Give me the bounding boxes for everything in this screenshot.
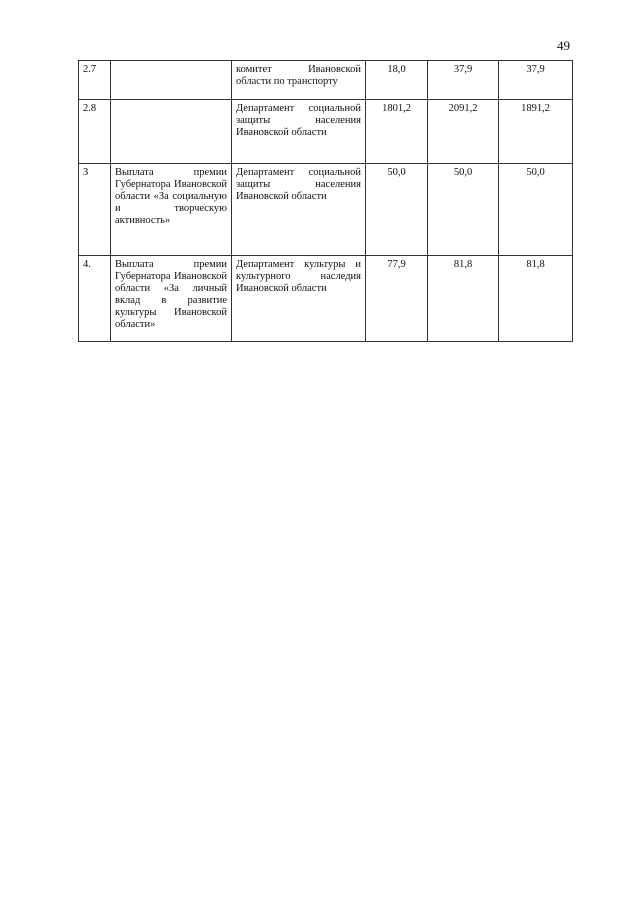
row-value-2: 37,9: [428, 61, 499, 100]
row-number: 2.8: [79, 100, 111, 164]
row-number: 3: [79, 164, 111, 256]
row-value-2: 50,0: [428, 164, 499, 256]
row-name: Выплата премии Губернатора Ивановской области «За личный вклад в развитие культуры Ивановской области»: [111, 256, 232, 342]
row-value-1: 50,0: [366, 164, 428, 256]
row-value-1: 77,9: [366, 256, 428, 342]
table-row: [79, 61, 573, 100]
row-name: [111, 61, 232, 100]
table-row: [79, 164, 573, 256]
row-value-3: 37,9: [499, 61, 573, 100]
row-name: Выплата премии Губернатора Ивановской области «За социальную и творческую активность»: [111, 164, 232, 256]
table-row: [79, 256, 573, 342]
row-name: [111, 100, 232, 164]
row-value-2: 81,8: [428, 256, 499, 342]
page-number: 49: [557, 38, 570, 53]
table-row: [79, 100, 573, 164]
row-executor: Департамент культуры и культурного наследия Ивановской области: [232, 256, 366, 342]
row-number: 4.: [79, 256, 111, 342]
row-executor: Департамент социальной защиты населения Ивановской области: [232, 164, 366, 256]
row-executor: Департамент социальной защиты населения Ивановской области: [232, 100, 366, 164]
row-value-2: 2091,2: [428, 100, 499, 164]
budget-table: [78, 60, 573, 342]
row-number: 2.7: [79, 61, 111, 100]
row-value-1: 1801,2: [366, 100, 428, 164]
row-executor: комитет Ивановской области по транспорту: [232, 61, 366, 100]
row-value-3: 50,0: [499, 164, 573, 256]
row-value-3: 81,8: [499, 256, 573, 342]
row-value-1: 18,0: [366, 61, 428, 100]
row-value-3: 1891,2: [499, 100, 573, 164]
